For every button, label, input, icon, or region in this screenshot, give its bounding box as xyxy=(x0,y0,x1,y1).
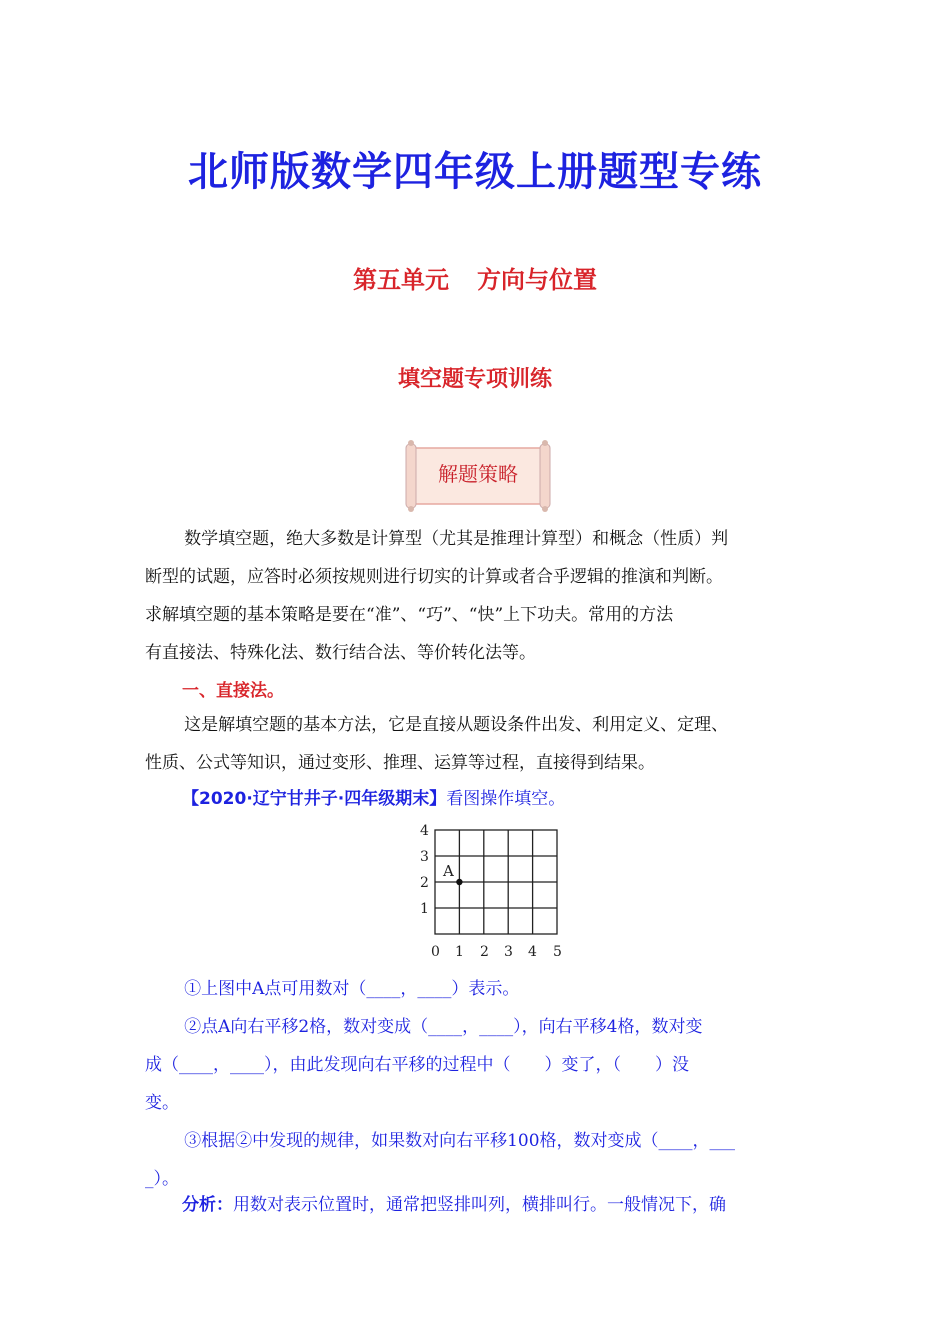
intro-line: 求解填空题的基本策略是要在“准”、“巧”、“快”上下功夫。常用的方法 xyxy=(145,605,674,625)
y-tick: 4 xyxy=(420,823,429,839)
method-line: 这是解填空题的基本方法，它是直接从题设条件出发、利用定义、定理、 xyxy=(184,715,729,735)
section-subtitle: 填空题专项训练 xyxy=(397,367,552,392)
x-tick: 4 xyxy=(528,944,537,960)
x-tick: 3 xyxy=(504,944,513,960)
page-title: 北师版数学四年级上册题型专练 xyxy=(188,149,762,195)
intro-line: 数学填空题，绝大多数是计算型（尤其是推理计算型）和概念（性质）判 xyxy=(184,529,729,549)
intro-paragraph xyxy=(145,520,805,672)
method-paragraph xyxy=(145,706,805,782)
analysis-text: 用数对表示位置时，通常把竖排叫列，横排叫行。一般情况下，确 xyxy=(233,1195,726,1215)
x-tick: 2 xyxy=(480,944,489,960)
analysis-label: 分析： xyxy=(182,1195,233,1215)
question-line: 成（____，____），由此发现向右平移的过程中（ ）变了，（ ）没 xyxy=(145,1055,689,1075)
x-tick: 0 xyxy=(431,944,440,960)
questions-block xyxy=(145,970,807,1198)
analysis-line xyxy=(182,1190,726,1215)
point-marker xyxy=(456,879,462,885)
x-tick: 1 xyxy=(455,944,464,960)
question-line: _）。 xyxy=(145,1169,179,1189)
coordinate-grid xyxy=(410,820,580,965)
method-line: 性质、公式等知识，通过变形、推理、运算等过程，直接得到结果。 xyxy=(145,753,655,773)
unit-number: 第五单元 xyxy=(353,266,449,294)
example-heading xyxy=(182,784,565,809)
y-tick: 2 xyxy=(420,875,429,891)
point-label: A xyxy=(443,862,454,880)
example-source: 【2020·辽宁甘井子·四年级期末】 xyxy=(182,789,447,809)
unit-heading xyxy=(0,260,950,295)
y-tick: 3 xyxy=(420,849,429,865)
question-line: 变。 xyxy=(145,1093,179,1113)
example-prompt: 看图操作填空。 xyxy=(446,789,566,809)
question-line: ③根据②中发现的规律，如果数对向右平移100格，数对变成（____，___ xyxy=(184,1131,736,1151)
unit-name: 方向与位置 xyxy=(477,266,597,294)
x-tick: 5 xyxy=(553,944,562,960)
question-line: ①上图中A点可用数对（____，____）表示。 xyxy=(184,979,520,999)
strategy-label: 解题策略 xyxy=(438,462,518,486)
method-heading: 一、直接法。 xyxy=(182,681,284,701)
intro-line: 有直接法、特殊化法、数行结合法、等价转化法等。 xyxy=(145,643,536,663)
intro-line: 断型的试题，应答时必须按规则进行切实的计算或者合乎逻辑的推演和判断。 xyxy=(145,567,723,587)
y-tick: 1 xyxy=(420,901,429,917)
question-line: ②点A向右平移2格，数对变成（____，____），向右平移4格，数对变 xyxy=(184,1017,703,1037)
